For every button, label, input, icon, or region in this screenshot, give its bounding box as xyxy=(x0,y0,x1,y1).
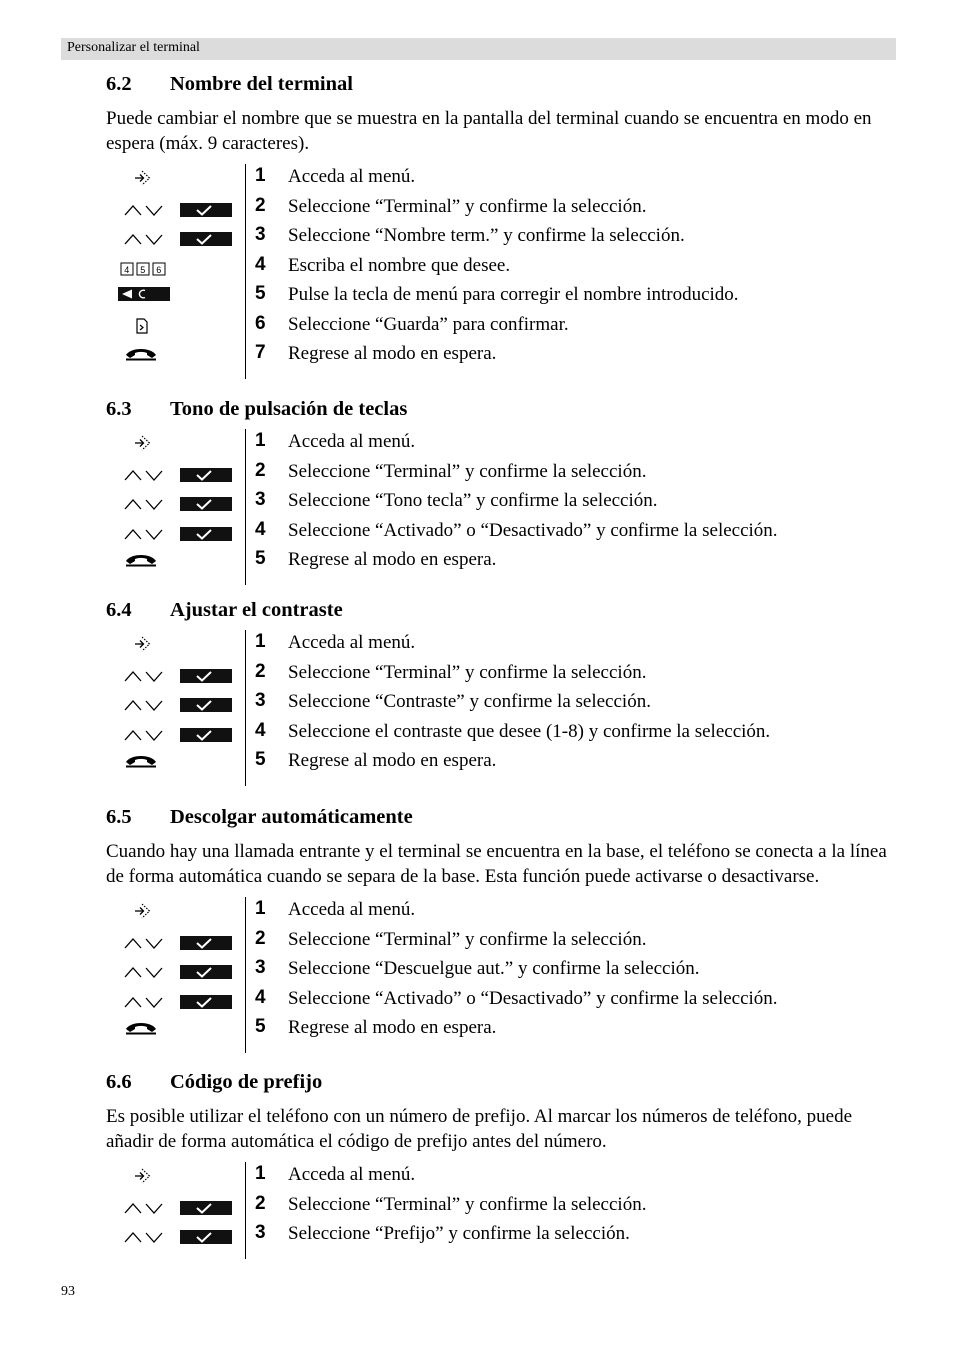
step-row xyxy=(106,632,906,662)
step-text: Seleccione “Terminal” y confirme la selección. xyxy=(288,195,647,217)
step-text: Regrese al modo en espera. xyxy=(288,1017,497,1038)
step-text: Seleccione “Terminal” y confirme la selección. xyxy=(288,661,647,683)
step-row xyxy=(106,1164,906,1194)
ok-key-icon xyxy=(180,232,232,251)
ok-key-icon xyxy=(180,1230,232,1249)
step-row xyxy=(106,225,906,255)
ok-key-icon xyxy=(180,203,232,222)
up-down-keys-icon xyxy=(124,995,166,1014)
step-list xyxy=(106,166,906,373)
step-text: Regrese al modo en espera. xyxy=(288,343,497,364)
step-text: Seleccione “Terminal” y confirme la selección. xyxy=(288,1193,647,1215)
step-text: Seleccione “Terminal” y confirme la selección. xyxy=(288,460,647,482)
step-number: 1 xyxy=(255,898,266,919)
section-number: 6.3 xyxy=(106,398,132,420)
step-number: 2 xyxy=(255,194,266,216)
step-number: 3 xyxy=(255,489,266,510)
section-number: 6.2 xyxy=(106,73,132,95)
section-6-6 xyxy=(106,1071,906,1253)
step-text: Acceda al menú. xyxy=(288,1164,416,1185)
up-down-keys-icon xyxy=(124,203,166,222)
step-text: Seleccione “Activado” o “Desactivado” y confirme la selección. xyxy=(288,987,778,1009)
section-number: 6.6 xyxy=(106,1071,132,1093)
up-down-keys-icon xyxy=(124,698,166,717)
step-text: Pulse la tecla de menú para corregir el nombre introducido. xyxy=(288,284,739,305)
section-title xyxy=(106,73,906,96)
ok-key-icon xyxy=(180,936,232,955)
step-text: Seleccione “Activado” o “Desactivado” y confirme la selección. xyxy=(288,519,778,541)
section-number: 6.4 xyxy=(106,599,132,621)
end-call-key-icon xyxy=(124,346,158,367)
ok-key-icon xyxy=(180,1201,232,1220)
step-number: 4 xyxy=(255,518,266,540)
step-text: Seleccione “Nombre term.” y confirme la selección. xyxy=(288,225,685,246)
step-row xyxy=(106,1017,906,1047)
step-number: 3 xyxy=(255,224,266,245)
step-row xyxy=(106,196,906,226)
step-text: Acceda al menú. xyxy=(288,431,416,452)
section-number: 6.5 xyxy=(106,806,132,828)
step-number: 4 xyxy=(255,253,266,275)
ok-key-icon xyxy=(180,497,232,516)
step-number: 1 xyxy=(255,631,266,652)
step-number: 3 xyxy=(255,957,266,978)
step-row xyxy=(106,343,906,373)
step-row xyxy=(106,1223,906,1253)
step-text: Seleccione “Descuelgue aut.” y confirme la selección. xyxy=(288,958,700,979)
step-text: Acceda al menú. xyxy=(288,899,416,920)
running-header xyxy=(61,38,896,60)
step-list xyxy=(106,899,906,1047)
svg-text:6: 6 xyxy=(156,264,162,275)
menu-key-icon xyxy=(132,1167,152,1190)
section-intro: Cuando hay una llamada entrante y el terminal se encuentra en la base, el teléfono se conecta a la línea de forma automática cuando se separa de la base. Esta función puede activarse o desactivarse. xyxy=(106,841,887,887)
section-title xyxy=(106,1071,906,1094)
step-row xyxy=(106,988,906,1018)
step-text: Acceda al menú. xyxy=(288,632,416,653)
section-6-5 xyxy=(106,806,906,1047)
step-list xyxy=(106,1164,906,1253)
up-down-keys-icon xyxy=(124,468,166,487)
section-6-2 xyxy=(106,73,906,373)
end-call-key-icon xyxy=(124,753,158,774)
step-row xyxy=(106,958,906,988)
ok-key-icon xyxy=(180,965,232,984)
step-number: 2 xyxy=(255,660,266,682)
step-text: Escriba el nombre que desee. xyxy=(288,254,511,276)
section-title xyxy=(106,806,906,829)
step-row xyxy=(106,899,906,929)
step-number: 3 xyxy=(255,690,266,711)
step-number: 5 xyxy=(255,1016,266,1037)
section-6-4 xyxy=(106,599,906,780)
step-number: 5 xyxy=(255,749,266,770)
section-intro: Puede cambiar el nombre que se muestra en la pantalla del terminal cuando se encuentra en modo en espera (máx. 9 caracteres). xyxy=(106,108,872,154)
svg-text:4: 4 xyxy=(124,264,130,275)
section-title-text: Código de prefijo xyxy=(170,1071,323,1093)
step-text: Seleccione “Guarda” para confirmar. xyxy=(288,313,569,335)
up-down-keys-icon xyxy=(124,527,166,546)
section-intro: Es posible utilizar el teléfono con un número de prefijo. Al marcar los números de teléfono, puede añadir de forma automática el código de prefijo antes del número. xyxy=(106,1106,853,1152)
up-down-keys-icon xyxy=(124,936,166,955)
step-text: Seleccione “Terminal” y confirme la selección. xyxy=(288,928,647,950)
header-title: Personalizar el terminal xyxy=(67,40,200,55)
svg-text:5: 5 xyxy=(140,264,146,275)
section-title-text: Ajustar el contraste xyxy=(170,599,343,621)
step-row xyxy=(106,520,906,550)
step-row xyxy=(106,166,906,196)
step-text: Acceda al menú. xyxy=(288,166,416,187)
ok-key-icon xyxy=(180,468,232,487)
ok-key-icon xyxy=(180,527,232,546)
save-key-icon xyxy=(132,317,152,340)
step-number: 1 xyxy=(255,430,266,451)
menu-key-icon xyxy=(132,902,152,925)
menu-key-icon xyxy=(132,434,152,457)
section-title-text: Descolgar automáticamente xyxy=(170,806,413,828)
step-row xyxy=(106,314,906,344)
step-text: Seleccione “Contraste” y confirme la selección. xyxy=(288,691,651,712)
step-row xyxy=(106,431,906,461)
up-down-keys-icon xyxy=(124,232,166,251)
step-text: Seleccione “Prefijo” y confirme la selección. xyxy=(288,1223,630,1244)
step-list xyxy=(106,632,906,780)
step-list xyxy=(106,431,906,579)
step-row xyxy=(106,284,906,314)
step-number: 3 xyxy=(255,1222,266,1243)
up-down-keys-icon xyxy=(124,728,166,747)
step-row xyxy=(106,750,906,780)
clear-key-icon xyxy=(118,287,170,306)
step-number: 2 xyxy=(255,459,266,481)
step-text: Regrese al modo en espera. xyxy=(288,549,497,570)
ok-key-icon xyxy=(180,995,232,1014)
section-title xyxy=(106,398,906,421)
end-call-key-icon xyxy=(124,552,158,573)
step-row xyxy=(106,490,906,520)
step-number: 7 xyxy=(255,342,266,363)
step-number: 1 xyxy=(255,1163,266,1184)
up-down-keys-icon xyxy=(124,1230,166,1249)
page-number: 93 xyxy=(61,1284,75,1299)
step-number: 5 xyxy=(255,548,266,569)
step-number: 2 xyxy=(255,1192,266,1214)
step-number: 1 xyxy=(255,165,266,186)
section-title-text: Nombre del terminal xyxy=(170,73,353,95)
step-row xyxy=(106,691,906,721)
up-down-keys-icon xyxy=(124,497,166,516)
step-row xyxy=(106,255,906,285)
keypad-keys-icon xyxy=(120,261,166,282)
end-call-key-icon xyxy=(124,1020,158,1041)
up-down-keys-icon xyxy=(124,669,166,688)
step-row xyxy=(106,549,906,579)
up-down-keys-icon xyxy=(124,1201,166,1220)
ok-key-icon xyxy=(180,698,232,717)
step-text: Seleccione “Tono tecla” y confirme la selección. xyxy=(288,490,658,511)
step-text: Regrese al modo en espera. xyxy=(288,750,497,771)
step-number: 5 xyxy=(255,283,266,304)
step-number: 4 xyxy=(255,986,266,1008)
up-down-keys-icon xyxy=(124,965,166,984)
step-row xyxy=(106,1194,906,1224)
step-number: 4 xyxy=(255,719,266,741)
section-title xyxy=(106,599,906,622)
step-number: 2 xyxy=(255,927,266,949)
step-text: Seleccione el contraste que desee (1-8) y confirme la selección. xyxy=(288,720,771,742)
ok-key-icon xyxy=(180,728,232,747)
section-6-3 xyxy=(106,398,906,579)
menu-key-icon xyxy=(132,635,152,658)
step-row xyxy=(106,662,906,692)
ok-key-icon xyxy=(180,669,232,688)
step-number: 6 xyxy=(255,312,266,334)
step-row xyxy=(106,461,906,491)
menu-key-icon xyxy=(132,169,152,192)
step-row xyxy=(106,721,906,751)
section-title-text: Tono de pulsación de teclas xyxy=(170,398,408,420)
step-row xyxy=(106,929,906,959)
